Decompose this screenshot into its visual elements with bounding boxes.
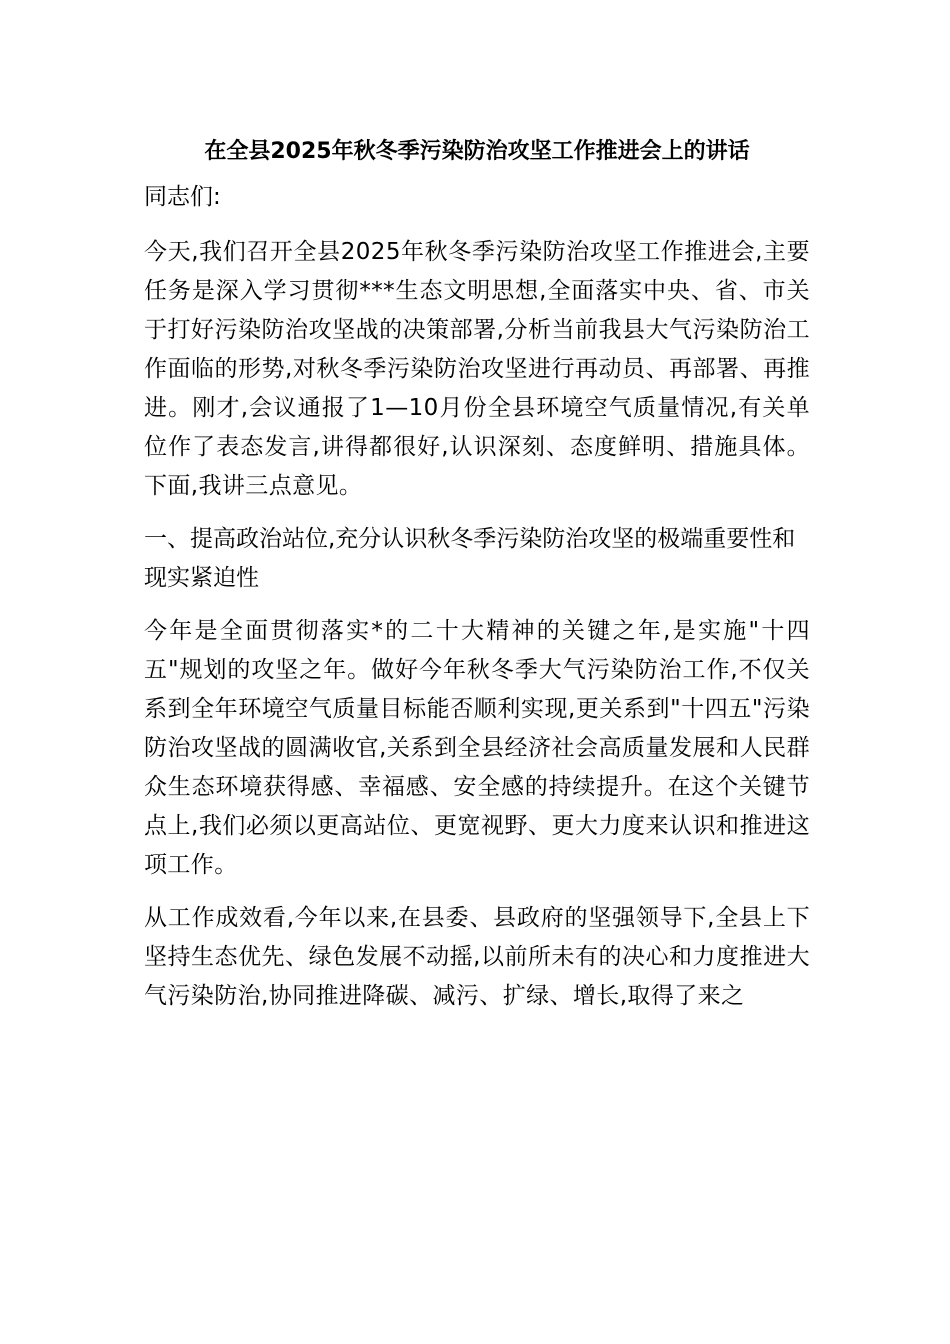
document-title: 在全县2025年秋冬季污染防治攻坚工作推进会上的讲话: [204, 139, 750, 164]
document-body: [144, 132, 810, 1030]
salutation: 同志们:: [144, 184, 221, 210]
paragraph-context: 今年是全面贯彻落实*的二十大精神的关键之年,是实施"十四五"规划的攻坚之年。做好今年秋冬季大气污染防治工作,不仅关系到全年环境空气质量目标能否顺利实现,更关系到"十四五"污染防治攻坚战的圆满收官,关系到全县经济社会高质量发展和人民群众生态环境获得感、幸福感、安全感的持续提升。在这个关键节点上,我们必须以更高站位、更宽视野、更大力度来认识和推进这项工作。: [144, 618, 810, 878]
paragraph-intro: 今天,我们召开全县2025年秋冬季污染防治攻坚工作推进会,主要任务是深入学习贯彻***生态文明思想,全面落实中央、省、市关于打好污染防治攻坚战的决策部署,分析当前我县大气污染防治工作面临的形势,对秋冬季污染防治攻坚进行再动员、再部署、再推进。刚才,会议通报了1—10月份全县环境空气质量情况,有关单位作了表态发言,讲得都很好,认识深刻、态度鲜明、措施具体。下面,我讲三点意见。: [144, 239, 810, 499]
paragraph-achievements: 从工作成效看,今年以来,在县委、县政府的坚强领导下,全县上下坚持生态优先、绿色发展不动摇,以前所未有的决心和力度推进大气污染防治,协同推进降碳、减污、扩绿、增长,取得了来之: [144, 905, 810, 1009]
section-heading-1: 一、提高政治站位,充分认识秋冬季污染防治攻坚的极端重要性和现实紧迫性: [144, 526, 796, 591]
